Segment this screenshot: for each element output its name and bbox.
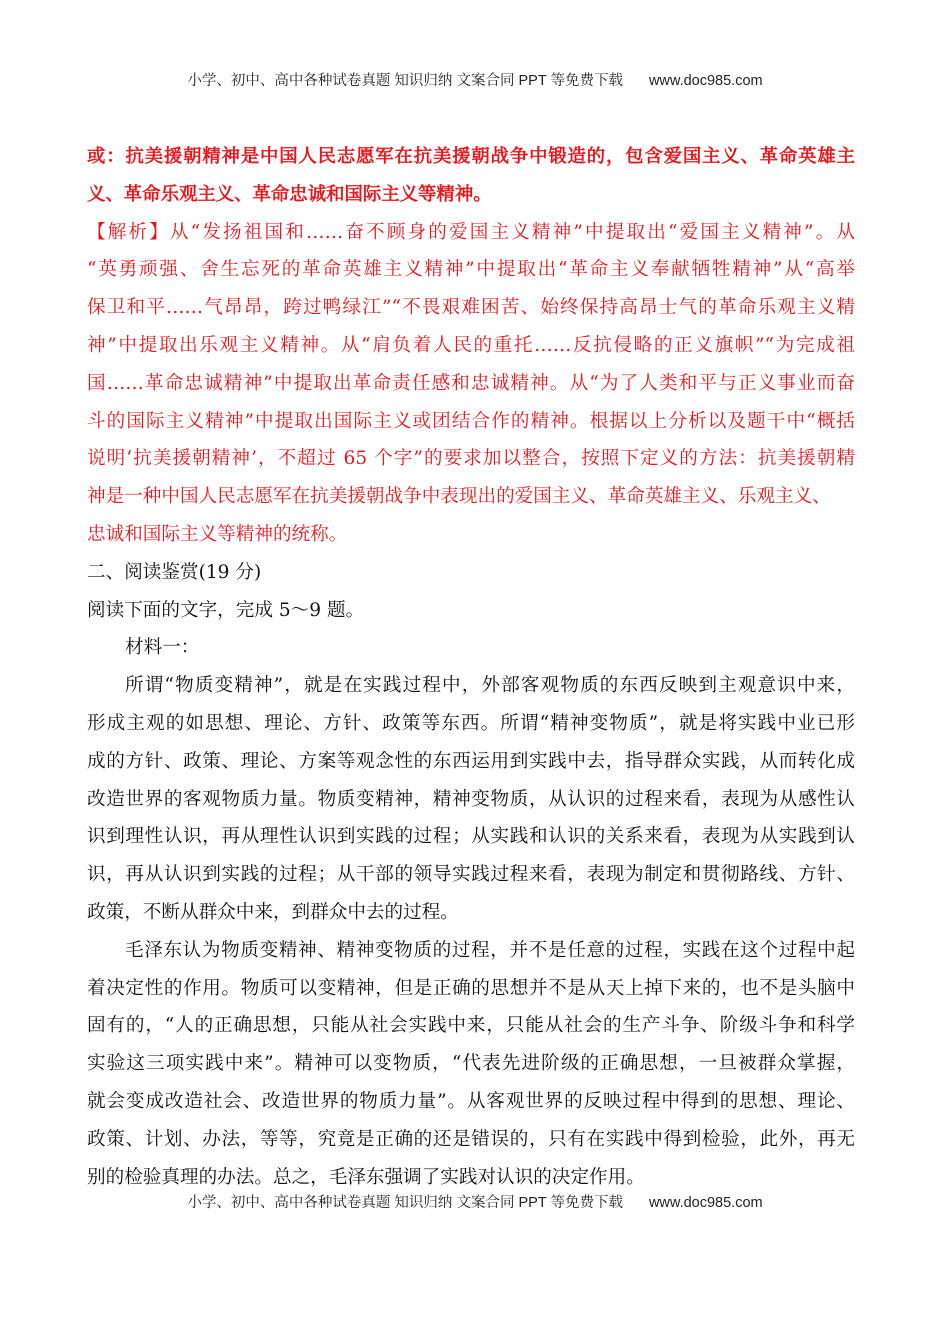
answer-line: 或：抗美援朝精神是中国人民志愿军在抗美援朝战争中锻造的，包含爱国主义、革命英雄主	[87, 146, 855, 167]
paragraph-line: 毛泽东认为物质变精神、精神变物质的过程，并不是任意的过程，实践在这个过程中起	[125, 939, 855, 961]
material-label: 材料一：	[125, 637, 200, 659]
paragraph-line: 就会变成改造社会、改造世界的物质力量”。从客观世界的反映过程中得到的思想、理论、	[87, 1090, 855, 1112]
analysis-line: 斗的国际主义精神”中提取出国际主义或团结合作的精神。根据以上分析以及题干中“概括	[87, 410, 855, 432]
answer-block	[87, 138, 855, 214]
paragraph-line: 着决定性的作用。物质可以变精神，但是正确的思想并不是从天上掉下来的，也不是头脑中	[87, 977, 855, 999]
analysis-line: 神是一种中国人民志愿军在抗美援朝战争中表现出的爱国主义、革命英雄主义、乐观主义、	[87, 486, 831, 508]
paragraph-2	[87, 932, 855, 1197]
paragraph-line: 政策、计划、办法，等等，究竟是正确的还是错误的，只有在实践中得到检验，此外，再无	[87, 1128, 855, 1150]
paragraph-line: 别的检验真理的办法。总之，毛泽东强调了实践对认识的决定作用。	[87, 1166, 645, 1188]
analysis-block	[87, 214, 855, 554]
analysis-line: 忠诚和国际主义等精神的统称。	[87, 523, 348, 545]
paragraph-line: 实验这三项实践中来”。精神可以变物质，“代表先进阶级的正确思想，一旦被群众掌握，	[87, 1053, 855, 1075]
paragraph-line: 形成主观的如思想、理论、方针、政策等东西。所谓“精神变物质”，就是将实践中业已形	[87, 712, 855, 734]
section-title: 二、阅读鉴赏(19 分)	[87, 561, 262, 583]
paragraph-1	[87, 667, 855, 932]
header-text: 小学、初中、高中各种试卷真题 知识归纳 文案合同 PPT 等免费下载	[187, 73, 623, 89]
paragraph-line: 改造世界的客观物质力量。物质变精神，精神变物质，从认识的过程来看，表现为从感性认	[87, 788, 855, 810]
paragraph-line: 政策，不断从群众中来，到群众中去的过程。	[87, 901, 459, 923]
header-url: www.doc985.com	[648, 73, 763, 89]
paragraph-line: 成的方针、政策、理论、方案等观念性的东西运用到实践中去，指导群众实践，从而转化成	[87, 750, 855, 772]
paragraph-line: 识到理性认识，再从理性认识到实践的过程；从实践和认识的关系来看，表现为从实践到认	[87, 826, 855, 848]
paragraph-line: 固有的，“人的正确思想，只能从社会实践中来，只能从社会的生产斗争、阶级斗争和科学	[87, 1015, 855, 1037]
page-footer	[0, 1191, 950, 1212]
analysis-line: 神”中提取出乐观主义精神。从“肩负着人民的重托……反抗侵略的正义旗帜”“为完成祖	[87, 334, 855, 356]
paragraph-line: 所谓“物质变精神”，就是在实践过程中，外部客观物质的东西反映到主观意识中来，	[125, 675, 855, 697]
analysis-line: 保卫和平……气昂昂，跨过鸭绿江”“不畏艰难困苦、始终保持高昂士气的革命乐观主义精	[87, 297, 855, 319]
footer-text: 小学、初中、高中各种试卷真题 知识归纳 文案合同 PPT 等免费下载	[187, 1195, 623, 1211]
analysis-line: “英勇顽强、舍生忘死的革命英雄主义精神”中提取出“革命主义奉献牺牲精神”从“高举	[87, 259, 855, 281]
analysis-line: 国……革命忠诚精神”中提取出革命责任感和忠诚精神。从“为了人类和平与正义事业而奋	[87, 372, 855, 394]
instruction: 阅读下面的文字，完成 5～9 题。	[87, 599, 365, 621]
analysis-line: 【解析】从“发扬祖国和……奋不顾身的爱国主义精神”中提取出“爱国主义精神”。从	[87, 221, 855, 243]
document-body	[87, 138, 855, 1196]
analysis-line: 说明‘抗美援朝精神’，不超过 65 个字”的要求加以整合，按照下定义的方法：抗美援朝精	[87, 448, 855, 470]
page-header	[0, 69, 950, 90]
footer-url: www.doc985.com	[648, 1195, 763, 1211]
paragraph-line: 识，再从认识到实践的过程；从干部的领导实践过程来看，表现为制定和贯彻路线、方针、	[87, 864, 855, 886]
answer-line: 义、革命乐观主义、革命忠诚和国际主义等精神。	[87, 183, 492, 205]
